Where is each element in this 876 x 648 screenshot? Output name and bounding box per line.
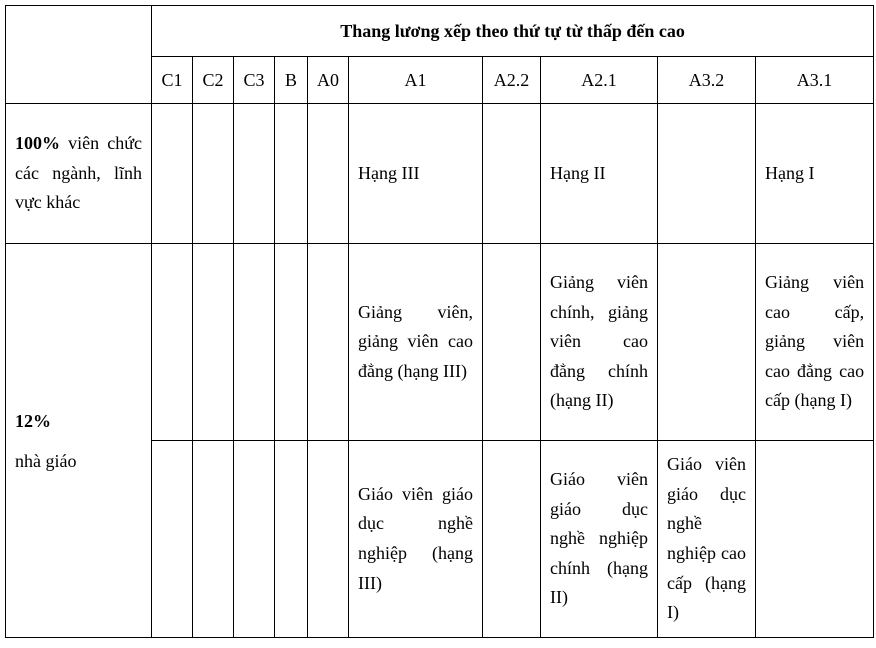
cell-empty: [308, 441, 349, 638]
cell-empty: [152, 104, 193, 244]
col-header-a3-2: A3.2: [658, 57, 756, 104]
col-header-a1: A1: [349, 57, 483, 104]
table-row-lecturers: [6, 244, 874, 441]
col-header-a2-1: A2.1: [541, 57, 658, 104]
cell-empty: [193, 441, 234, 638]
col-header-a3-1: A3.1: [756, 57, 874, 104]
cell-empty: [308, 244, 349, 441]
col-header-c3: C3: [234, 57, 275, 104]
cell-empty: [193, 104, 234, 244]
col-header-c1: C1: [152, 57, 193, 104]
cell-empty: [275, 244, 308, 441]
col-header-b: B: [275, 57, 308, 104]
cell-general-a1: Hạng III: [349, 104, 483, 244]
cell-empty: [756, 441, 874, 638]
cell-lecturers-a1: Giảng viên, giảng viên cao đẳng (hạng III): [349, 244, 483, 441]
cell-lecturers-a3-1: Giảng viên cao cấp, giảng viên cao đẳng cao cấp (hạng I): [756, 244, 874, 441]
cell-vocational-a2-1: Giáo viên giáo dục nghề nghiệp chính (hạng II): [541, 441, 658, 638]
general-percent: 100%: [15, 133, 60, 154]
cell-empty: [483, 104, 541, 244]
cell-empty: [658, 244, 756, 441]
cell-empty: [308, 104, 349, 244]
cell-empty: [275, 104, 308, 244]
col-header-c2: C2: [193, 57, 234, 104]
cell-empty: [658, 104, 756, 244]
cell-empty: [483, 244, 541, 441]
row-label-general: [6, 104, 152, 244]
cell-empty: [152, 244, 193, 441]
cell-empty: [483, 441, 541, 638]
table-row-general: [6, 104, 874, 244]
teachers-label-text: nhà giáo: [15, 450, 77, 471]
cell-empty: [275, 441, 308, 638]
cell-empty: [234, 244, 275, 441]
col-header-a0: A0: [308, 57, 349, 104]
cell-general-a2-1: Hạng II: [541, 104, 658, 244]
general-label-text: viên chức các ngành, lĩnh vực khác: [15, 133, 142, 213]
cell-vocational-a1: Giáo viên giáo dục nghề nghiệp (hạng III): [349, 441, 483, 638]
teachers-percent: 12%: [15, 410, 51, 431]
cell-empty: [193, 244, 234, 441]
row-label-teachers: [6, 244, 152, 638]
table-title: Thang lương xếp theo thứ tự từ thấp đến cao: [152, 6, 874, 57]
corner-cell: [6, 6, 152, 104]
cell-empty: [152, 441, 193, 638]
cell-vocational-a3-2: Giáo viên giáo dục nghề nghiệp cao cấp (hạng I): [658, 441, 756, 638]
col-header-a2-2: A2.2: [483, 57, 541, 104]
cell-empty: [234, 104, 275, 244]
salary-scale-table: [5, 5, 874, 638]
cell-general-a3-1: Hạng I: [756, 104, 874, 244]
header-row-title: [6, 6, 874, 57]
cell-empty: [234, 441, 275, 638]
cell-lecturers-a2-1: Giảng viên chính, giảng viên cao đẳng chính (hạng II): [541, 244, 658, 441]
